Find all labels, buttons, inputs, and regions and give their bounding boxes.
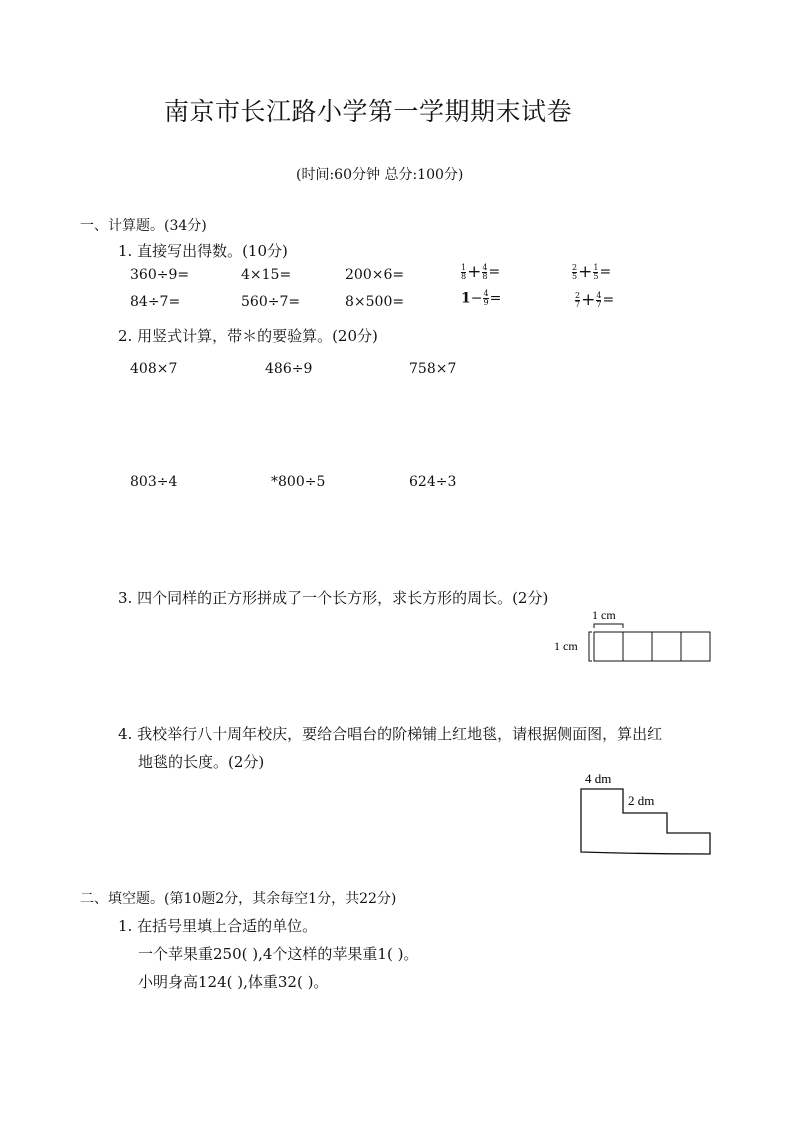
plus-operator: + [578,262,593,282]
denominator: 5 [593,271,599,281]
fill-q1-label: 1. 在括号里填上合适的单位。 [118,917,318,935]
q1-label: 1. 直接写出得数。(10分) [118,242,288,260]
equals-sign: = [599,264,612,280]
denominator: 7 [596,299,602,309]
vertical-calc-item: 803÷4 [130,474,178,490]
equals-sign: = [488,264,501,280]
q4-label-line2: 地毯的长度。(2分) [138,753,265,771]
vertical-calc-item: 758×7 [409,361,457,377]
plus-operator: + [467,262,482,282]
square [594,632,623,661]
square [623,632,652,661]
calc-item: 4×15= [241,267,292,283]
equals-sign: = [489,290,502,307]
vertical-calc-item: 408×7 [130,361,178,377]
denominator: 5 [572,271,578,281]
left-dimension-label: 1 cm [554,639,578,653]
fraction-expression [571,262,611,282]
square [652,632,681,661]
fraction-expression [461,290,501,307]
step-height-label: 2 dm [628,793,655,808]
section-1-heading: 一、计算题。(34分) [80,218,207,234]
calc-item: 8×500= [345,294,405,310]
calc-item: 360÷9= [130,267,190,283]
calc-item: 560÷7= [241,294,301,310]
numerator: 2 [572,262,578,272]
q3-label: 3. 四个同样的正方形拼成了一个长方形，求长方形的周长。(2分) [118,589,549,607]
numerator: 2 [575,290,581,300]
q2-label: 2. 用竖式计算，带＊的要验算。(20分) [118,327,378,345]
left-brace [589,632,592,661]
numerator: 4 [482,262,488,272]
denominator: 8 [461,271,467,281]
whole-number: 1 [461,290,471,307]
minus-operator: − [470,290,483,307]
section-2-heading: 二、填空题。(第10题2分，其余每空1分，共22分) [80,891,397,907]
q4-label-line1: 4. 我校举行八十周年校庆，要给合唱台的阶梯铺上红地毯，请根据侧面图，算出红 [118,725,663,743]
top-brace [594,624,623,628]
page-title: 南京市长江路小学第一学期期末试卷 [164,97,573,126]
fraction-expression [574,290,614,310]
vertical-calc-item: *800÷5 [271,474,326,490]
fill-q1-line1: 一个苹果重250( ),4个这样的苹果重1( )。 [138,945,419,963]
four-squares-figure [550,600,720,670]
vertical-calc-item: 486÷9 [265,361,313,377]
denominator: 7 [575,299,581,309]
step-width-label: 4 dm [585,771,612,786]
stairs-side-view-figure [575,768,715,860]
denominator: 9 [483,298,489,307]
numerator: 1 [461,262,467,272]
exam-info: (时间:60分钟 总分:100分) [296,167,464,183]
plus-operator: + [581,290,596,310]
square [681,632,710,661]
equals-sign: = [602,292,615,308]
numerator: 4 [483,289,489,298]
vertical-calc-item: 624÷3 [409,474,457,490]
calc-item: 200×6= [345,267,405,283]
fraction-expression [460,262,500,282]
fill-q1-line2: 小明身高124( ),体重32( )。 [138,973,329,991]
numerator: 1 [593,262,599,272]
denominator: 8 [482,271,488,281]
calc-item: 84÷7= [130,294,181,310]
numerator: 4 [596,290,602,300]
top-dimension-label: 1 cm [592,608,616,622]
